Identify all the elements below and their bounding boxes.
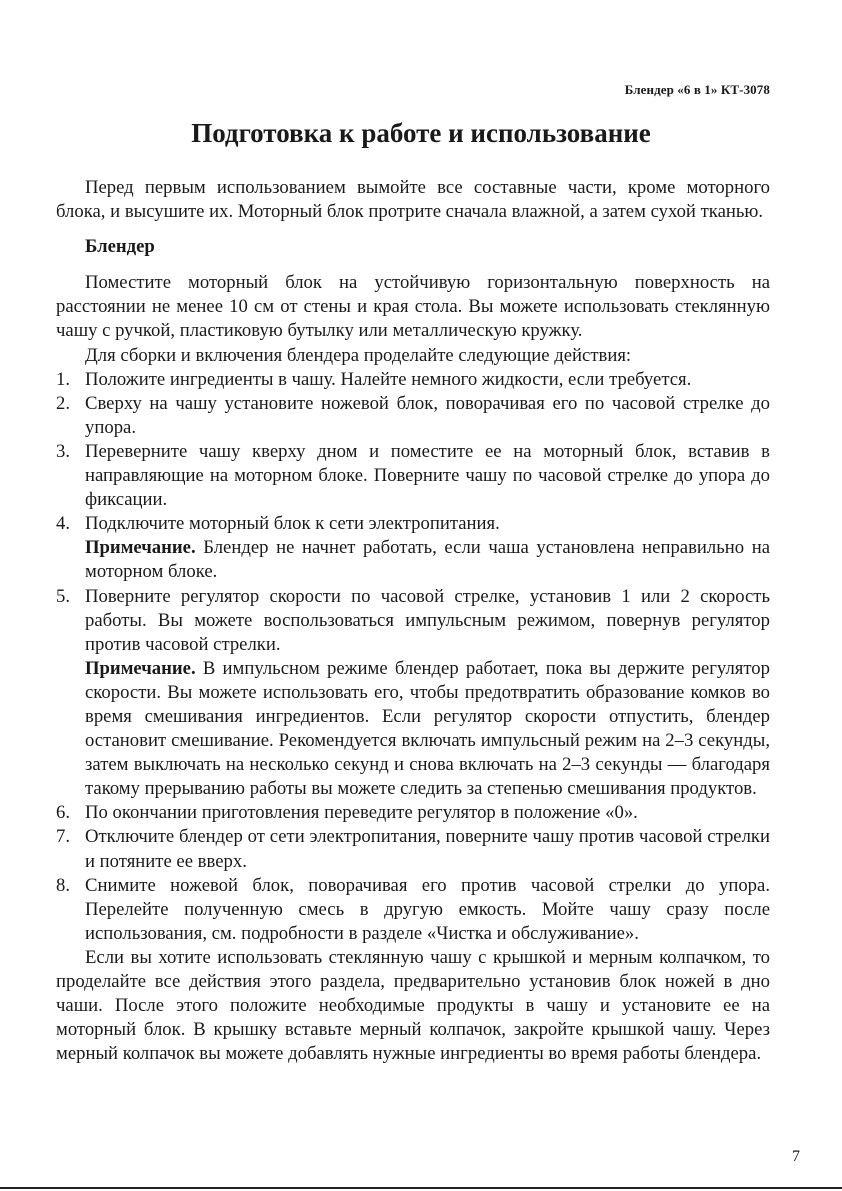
body-text bbox=[56, 176, 770, 1066]
list-item bbox=[56, 440, 770, 512]
step-text: Подключите моторный блок к сети электропитания. bbox=[85, 513, 500, 535]
step-note bbox=[85, 657, 770, 802]
step-number: 6. bbox=[56, 802, 71, 824]
step-text: Сверху на чашу установите ножевой блок, поворачивая его по часовой стрелке до упора. bbox=[85, 392, 770, 438]
step-text: Переверните чашу кверху дном и поместите ее на моторный блок, вставив в направляющие на моторном блоке. Поверните чашу по часовой стрелке до упора до фиксации. bbox=[85, 440, 770, 511]
step-number: 1. bbox=[56, 368, 71, 390]
step-number: 5. bbox=[56, 585, 71, 607]
step-number: 8. bbox=[56, 874, 71, 896]
step-number: 7. bbox=[56, 826, 71, 848]
running-header: Блендер «6 в 1» КТ-3078 bbox=[624, 82, 770, 97]
list-item bbox=[56, 585, 770, 802]
list-item bbox=[56, 825, 770, 873]
step-text: По окончании приготовления переведите регулятор в положение «0». bbox=[85, 802, 638, 824]
page-title: Подготовка к работе и использование bbox=[191, 118, 651, 148]
list-item bbox=[56, 512, 770, 584]
paragraph-placement: Поместите моторный блок на устойчивую горизонтальную поверхность на расстоянии не менее 10 см от стены и края стола. Вы можете использовать стеклянную чашу с ручкой, пластиковую бутылку или металлическую кружку. bbox=[56, 272, 770, 342]
step-note bbox=[85, 536, 770, 584]
note-text: Блендер не начнет работать, если чаша установлена неправильно на моторном блоке. bbox=[85, 537, 770, 583]
step-text: Отключите блендер от сети электропитания, поверните чашу против часовой стрелки и потяните ее вверх. bbox=[85, 826, 770, 872]
step-number: 3. bbox=[56, 440, 71, 462]
step-text: Снимите ножевой блок, поворачивая его против часовой стрелки до упора. Перелейте полученную смесь в другую емкость. Мойте чашу сразу после использования, см. подробности в разделе «Чистка и обслуживание». bbox=[85, 874, 770, 944]
bottom-divider bbox=[0, 1187, 842, 1189]
intro-paragraph: Перед первым использованием вымойте все составные части, кроме моторного блока, и высушите их. Моторный блок протрите сначала влажной, а затем сухой тканью. bbox=[56, 177, 770, 223]
note-label: Примечание. bbox=[85, 657, 196, 679]
step-text: Положите ингредиенты в чашу. Налейте немного жидкости, если требуется. bbox=[85, 368, 692, 390]
page-number: 7 bbox=[792, 1148, 800, 1165]
paragraph-assembly-intro: Для сборки и включения блендера проделайте следующие действия: bbox=[85, 344, 632, 366]
step-number: 4. bbox=[56, 513, 71, 535]
section-heading: Блендер bbox=[85, 236, 155, 258]
list-item bbox=[56, 874, 770, 946]
closing-paragraph: Если вы хотите использовать стеклянную чашу с крышкой и мерным колпачком, то проделайте все действия этого раздела, предварительно установив блок ножей в дно чаши. После этого положите необходимые продукты в чашу и установите ее на моторный блок. В крышку вставьте мерный колпачок, закройте крышкой чашу. Через мерный колпачок вы можете добавлять нужные ингредиенты во время работы блендера. bbox=[56, 946, 770, 1065]
step-number: 2. bbox=[56, 392, 71, 414]
list-item bbox=[56, 368, 770, 392]
steps-list bbox=[56, 368, 770, 946]
note-label: Примечание. bbox=[85, 537, 196, 559]
list-item bbox=[56, 392, 770, 440]
step-text: Поверните регулятор скорости по часовой стрелке, установив 1 или 2 скорость работы. Вы можете воспользоваться импульсным режимом, повернув регулятор против часовой стрелки. bbox=[85, 585, 770, 655]
note-text: В импульсном режиме блендер работает, пока вы держите регулятор скорости. Вы можете использовать его, чтобы предотвратить образование комков во время смешивания ингредиентов. Если регулятор скорости отпустить, блендер остановит смешивание. Рекомендуется включать импульсный режим на 2–3 секунды, затем выключать на несколько секунд и снова включать на 2–3 секунды — благодаря такому прерыванию работы вы можете следить за степенью смешивания продуктов. bbox=[85, 657, 770, 800]
list-item bbox=[56, 801, 770, 825]
